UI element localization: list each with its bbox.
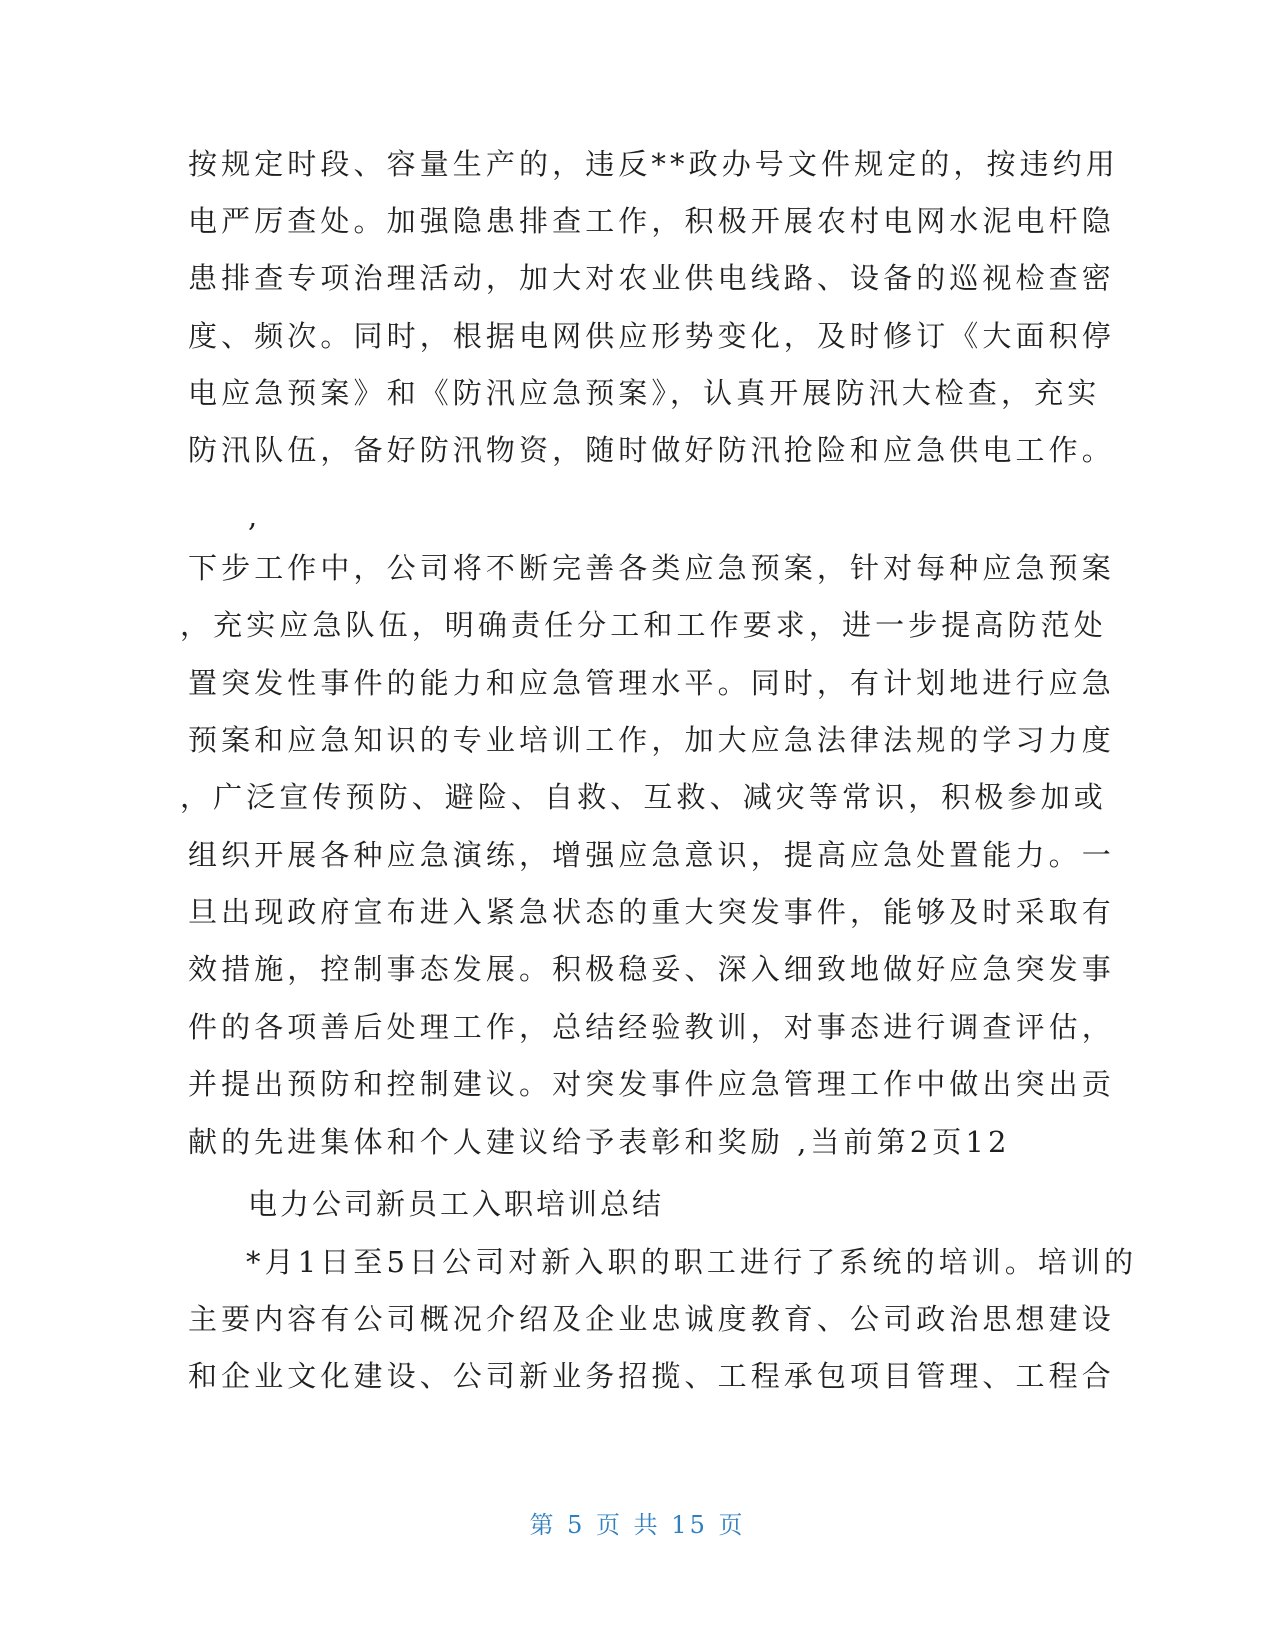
text-line: 并提出预防和控制建议。对突发事件应急管理工作中做出突出贡 bbox=[188, 1067, 1115, 1101]
text-line: 和企业文化建设、公司新业务招揽、工程承包项目管理、工程合 bbox=[188, 1359, 1115, 1393]
text-line: 下步工作中，公司将不断完善各类应急预案，针对每种应急预案 bbox=[188, 551, 1115, 585]
text-line: 旦出现政府宣布进入紧急状态的重大突发事件，能够及时采取有 bbox=[188, 895, 1115, 929]
text-line: ，广泛宣传预防、避险、自救、互救、减灾等常识，积极参加或 bbox=[180, 780, 1107, 814]
stray-comma: , bbox=[248, 499, 262, 533]
page-number-footer: 第 5 页 共 15 页 bbox=[529, 1511, 746, 1539]
text-line: *月1日至5日公司对新入职的职工进行了系统的培训。培训的 bbox=[246, 1245, 1138, 1279]
text-line: 件的各项善后处理工作，总结经验教训，对事态进行调查评估， bbox=[188, 1010, 1115, 1044]
text-line: 按规定时段、容量生产的，违反**政办号文件规定的，按违约用 bbox=[188, 147, 1119, 181]
text-line: 主要内容有公司概况介绍及企业忠诚度教育、公司政治思想建设 bbox=[188, 1302, 1115, 1336]
text-line: 电严厉查处。加强隐患排查工作，积极开展农村电网水泥电杆隐 bbox=[188, 204, 1115, 238]
text-line: ，充实应急队伍，明确责任分工和工作要求，进一步提高防范处 bbox=[180, 608, 1107, 642]
text-line: 患排查专项治理活动，加大对农业供电线路、设备的巡视检查密 bbox=[188, 261, 1115, 295]
text-line: 效措施，控制事态发展。积极稳妥、深入细致地做好应急突发事 bbox=[188, 952, 1115, 986]
section-title: 电力公司新员工入职培训总结 bbox=[248, 1187, 665, 1221]
text-line: 电应急预案》和《防汛应急预案》，认真开展防汛大检查，充实 bbox=[188, 376, 1101, 410]
text-line: 度、频次。同时，根据电网供应形势变化，及时修订《大面积停 bbox=[188, 319, 1115, 353]
text-line: 献的先进集体和个人建议给予表彰和奖励 ,当前第2页12 bbox=[188, 1125, 1011, 1159]
text-line: 组织开展各种应急演练，增强应急意识，提高应急处置能力。一 bbox=[188, 838, 1115, 872]
text-line: 预案和应急知识的专业培训工作，加大应急法律法规的学习力度 bbox=[188, 723, 1115, 757]
text-line: 防汛队伍，备好防汛物资，随时做好防汛抢险和应急供电工作。 bbox=[188, 433, 1115, 467]
text-line: 置突发性事件的能力和应急管理水平。同时，有计划地进行应急 bbox=[188, 666, 1115, 700]
